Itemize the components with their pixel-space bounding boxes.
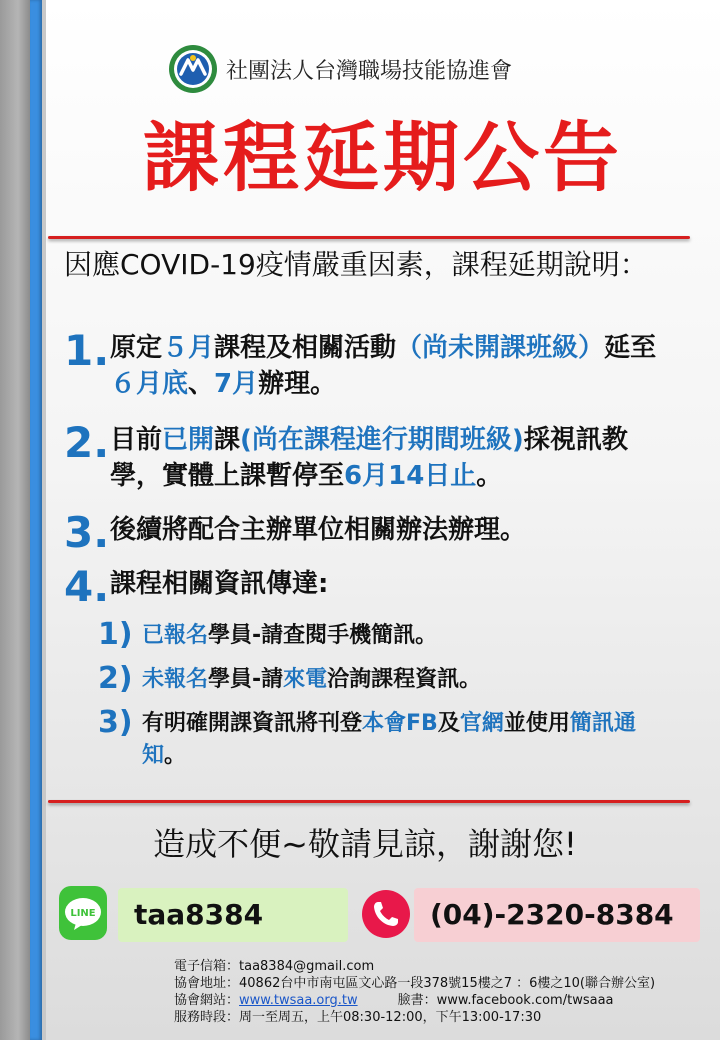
list-item-2: [64, 418, 670, 494]
phone-number-box: (04)-2320-8384: [414, 888, 700, 942]
phone-icon: [362, 890, 410, 938]
plain-text: 有明確開課資訊將刊登: [142, 711, 363, 736]
plain-text: 後續將配合主辦單位相關辦法辦理。: [110, 515, 527, 545]
website-link[interactable]: www.twsaa.org.tw: [239, 993, 358, 1008]
plain-text: 。: [476, 461, 503, 491]
highlight-text: 已報名: [142, 623, 209, 648]
highlight-text: 簡訊通知: [142, 711, 636, 768]
plain-text: 目前: [110, 425, 163, 455]
item-text: [110, 422, 670, 494]
contact-info: [174, 958, 714, 1026]
item-number: 4.: [64, 562, 110, 611]
plain-text: 。: [164, 743, 187, 768]
sub-item-2: [98, 662, 662, 696]
top-divider: [48, 236, 690, 239]
item-text: [110, 512, 670, 548]
plain-text: 採視訊教學，實體上課暫停至: [110, 425, 628, 491]
line-id-box: taa8384: [118, 888, 348, 942]
plain-text: 學員-請查閱手機簡訊。: [208, 623, 438, 648]
org-header: [168, 44, 512, 94]
sub-item-3: [98, 706, 662, 772]
item-number: 1.: [64, 326, 110, 375]
page-title: 課程延期公告: [143, 113, 623, 202]
plain-text: 原定: [110, 333, 163, 363]
highlight-text: (尚在課程進行期間班級): [240, 425, 524, 455]
line-app-icon: [58, 885, 108, 941]
org-name: 社團法人台灣職場技能協進會: [226, 58, 513, 84]
highlight-text: 未報名: [142, 667, 209, 692]
highlight-text: 來電: [283, 667, 328, 692]
item-text: [110, 566, 670, 602]
contact-web-row: [174, 992, 714, 1009]
intro-text: 因應COVID-19疫情嚴重因素，課程延期說明：: [64, 248, 648, 281]
plain-text: 、: [188, 369, 215, 399]
bottom-divider: [48, 800, 690, 803]
list-item-1: [64, 326, 670, 402]
plain-text: 並使用: [503, 711, 570, 736]
contact-address: 協會地址：40862台中市南屯區文心路一段378號15樓之7 ：6樓之10(聯合辦公室): [174, 976, 656, 991]
left-gray-stripe: [0, 0, 30, 1040]
sub-item-number: 1): [98, 617, 133, 652]
sub-item-number: 2): [98, 661, 133, 696]
sub-item-1: [98, 618, 662, 652]
plain-text: 課: [214, 425, 241, 455]
highlight-text: 7月: [214, 369, 259, 399]
highlight-text: ５月: [162, 333, 215, 363]
highlight-text: 6月14日止: [344, 461, 477, 491]
plain-text: 課程及相關活動: [214, 333, 397, 363]
highlight-text: ６月底: [110, 369, 189, 399]
item-number: 3.: [64, 508, 110, 557]
plain-text: 延至: [604, 333, 657, 363]
sub-item-text: [142, 618, 662, 652]
item-number: 2.: [64, 418, 110, 467]
sub-item-number: 3): [98, 705, 133, 740]
plain-text: 及: [437, 711, 460, 736]
svg-text:LINE: LINE: [70, 908, 96, 919]
item-text: [110, 330, 670, 402]
highlight-text: 已開: [162, 425, 215, 455]
highlight-text: （尚未開課班級）: [396, 333, 605, 363]
website-label: 協會網站：: [174, 993, 240, 1008]
plain-text: 辦理。: [258, 369, 337, 399]
plain-text: 學員-請: [208, 667, 284, 692]
highlight-text: 官網: [459, 711, 504, 736]
sub-item-text: [142, 662, 662, 696]
sub-item-text: [142, 706, 662, 772]
org-logo-icon: [168, 44, 218, 94]
apology-text: 造成不便~敬請見諒，謝謝您!: [153, 825, 577, 863]
plain-text: 洽詢課程資訊。: [327, 667, 482, 692]
plain-text: 課程相關資訊傳達:: [110, 569, 329, 599]
left-blue-stripe: [30, 0, 42, 1040]
contact-email: 電子信箱：taa8384@gmail.com: [174, 959, 375, 974]
highlight-text: 本會FB: [362, 711, 438, 736]
list-item-3: [64, 508, 670, 557]
list-item-4: [64, 562, 670, 611]
contact-facebook: 臉書：www.facebook.com/twsaaa: [397, 993, 614, 1008]
contact-hours: 服務時段：周一至周五，上午08:30-12:00，下午13:00-17:30: [174, 1010, 542, 1025]
